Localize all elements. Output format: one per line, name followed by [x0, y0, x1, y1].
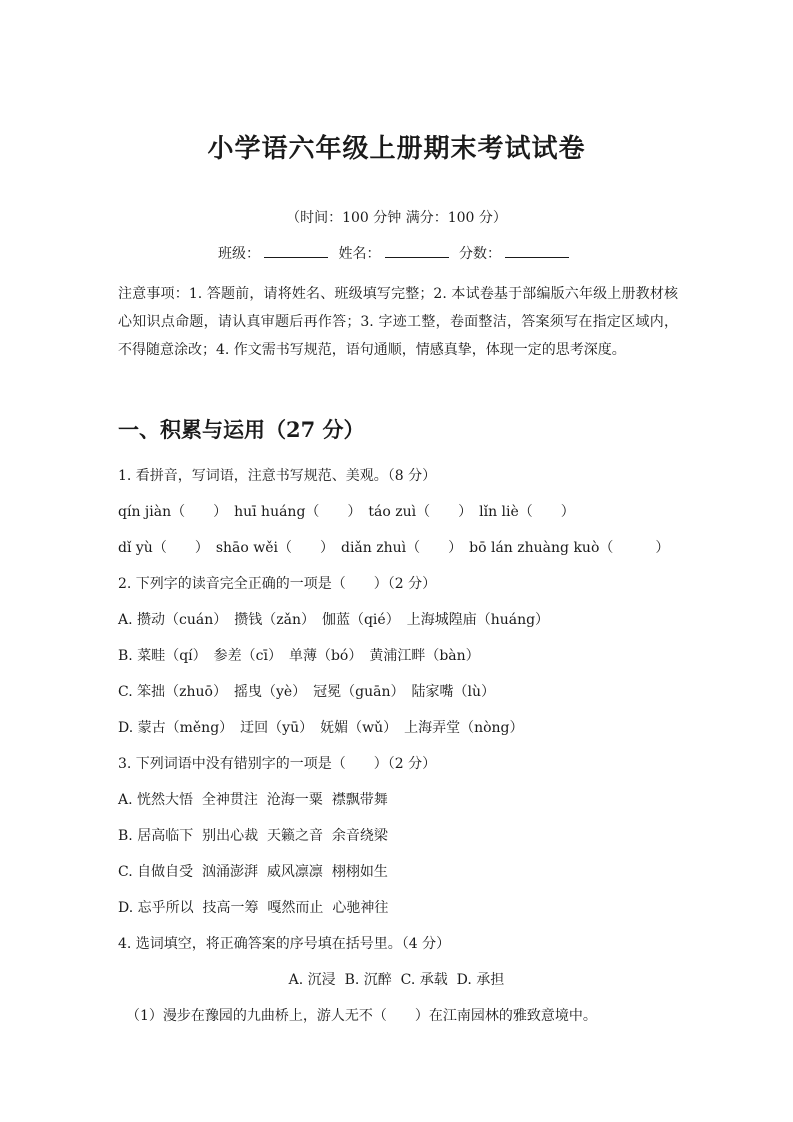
option-b: B. 居高临下 别出心裁 天籁之音 余音绕梁	[118, 828, 388, 844]
score-blank[interactable]	[505, 245, 569, 258]
class-label: 班级：	[218, 246, 261, 262]
option-d: D. 蒙古（měng） 迂回（yū） 妩媚（wǔ） 上海弄堂（nòng）	[118, 720, 524, 736]
word-options: A. 沉浸 B. 沉醉 C. 承载 D. 承担	[288, 972, 505, 988]
question-1: 1. 看拼音，写词语，注意书写规范、美观。（8 分）	[118, 468, 437, 484]
question-4-item-1: （1）漫步在豫园的九曲桥上，游人无不（ ）在江南园林的雅致意境中。	[126, 1008, 597, 1024]
option-a: A. 攒动（cuán） 攒钱（zǎn） 伽蓝（qié） 上海城隍庙（huáng）	[118, 612, 550, 628]
page-title: 小学语六年级上册期末考试试卷	[207, 134, 586, 164]
question-3: 3. 下列词语中没有错别字的一项是（ ）（2 分）	[118, 756, 437, 772]
score-label: 分数：	[458, 246, 501, 262]
option-c: C. 笨拙（zhuō） 摇曳（yè） 冠冕（guān） 陆家嘴（lù）	[118, 684, 495, 700]
pinyin-row-2: dǐ yù（ ） shāo wěi（ ） diǎn zhuì（ ） bō lán zhuàng kuò（ ）	[118, 540, 670, 556]
student-info-line	[0, 243, 793, 263]
name-label: 姓名：	[338, 246, 381, 262]
section-heading: 一、积累与运用（27 分）	[118, 417, 365, 442]
class-blank[interactable]	[264, 245, 328, 258]
pinyin-row-1: qín jiàn（ ） huī huáng（ ） táo zuì（ ） lǐn liè（ ）	[118, 504, 575, 520]
option-b: B. 菜畦（qí） 参差（cī） 单薄（bó） 黄浦江畔（bàn）	[118, 648, 480, 664]
option-d: D. 忘乎所以 技高一筹 嘎然而止 心驰神往	[118, 900, 389, 916]
question-2: 2. 下列字的读音完全正确的一项是（ ）（2 分）	[118, 576, 437, 592]
exam-time-score: （时间：100 分钟 满分：100 分）	[286, 210, 507, 226]
option-c: C. 自做自受 汹涌澎湃 威风凛凛 栩栩如生	[118, 864, 388, 880]
option-a: A. 恍然大悟 全神贯注 沧海一粟 襟飘带舞	[118, 792, 388, 808]
question-4: 4. 选词填空，将正确答案的序号填在括号里。（4 分）	[118, 936, 451, 952]
instructions-paragraph: 注意事项：1. 答题前，请将姓名、班级填写完整；2. 本试卷基于部编版六年级上册教材核心知识点命题，请认真审题后再作答；3. 字迹工整，卷面整洁，答案须写在指定区域内，不得随意涂改；4. 作文需书写规范，语句通顺，情感真挚，体现一定的思考深度。	[118, 286, 678, 358]
name-blank[interactable]	[385, 245, 449, 258]
